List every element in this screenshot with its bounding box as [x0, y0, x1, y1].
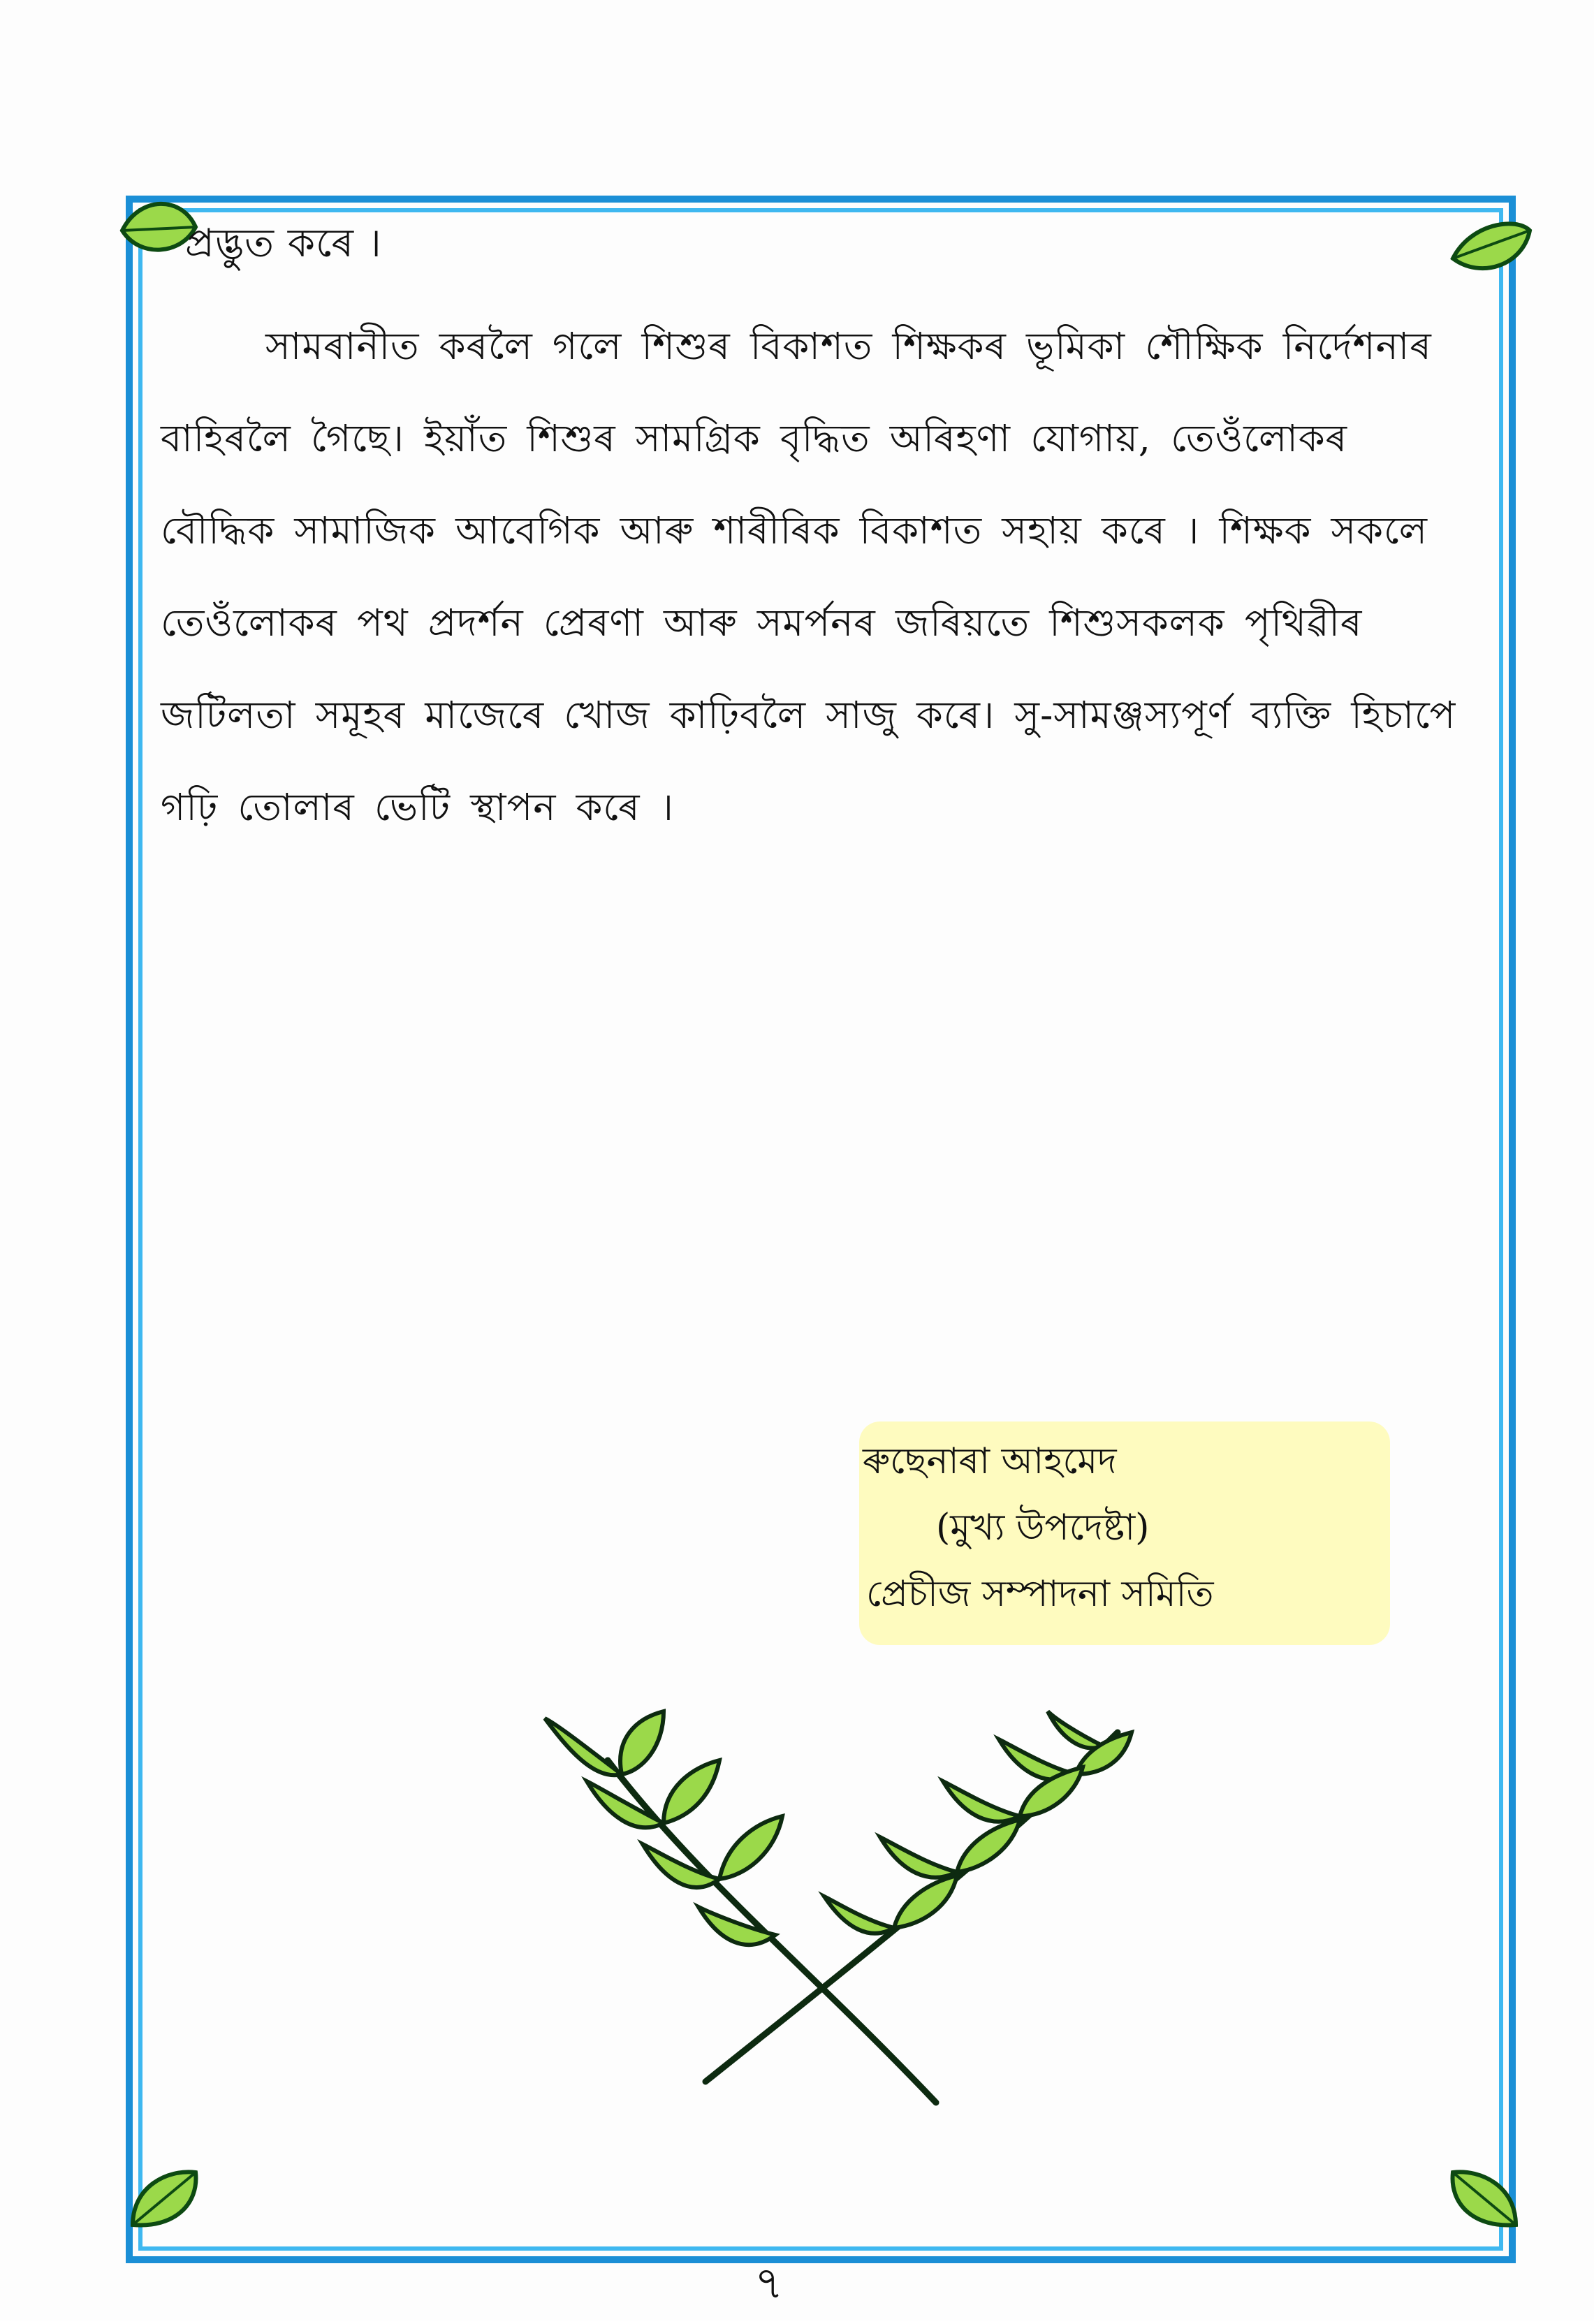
letter-opening: প্ৰদ্ভুত কৰে । [185, 221, 382, 266]
letter-body-text: সামৰানীত কৰলৈ গলে শিশুৰ বিকাশত শিক্ষকৰ ভূমিকা শৌক্ষিক নিৰ্দেশনাৰ বাহিৰলৈ গৈছে। ইয়াঁত শিশুৰ সামগ্ৰিক বৃদ্ধিত অৰিহণা যোগায়, তেওঁলোকৰ বৌদ্ধিক সামাজিক আবেগিক আৰু শাৰীৰিক বিকাশত সহায় কৰে । শিক্ষক সকলে তেওঁলোকৰ পথ প্ৰদৰ্শন প্ৰেৰণা আৰু সমৰ্পনৰ জৰিয়তে শিশুসকলক পৃথিৱীৰ জটিলতা সমূহৰ মাজেৰে খোজ কাঢ়িবলৈ সাজু কৰে। সু-সামঞ্জস্যপূৰ্ণ ব্যক্তি হিচাপে গঢ়ি তোলাৰ ভেটি স্থাপন কৰে । [161, 324, 1456, 829]
leaf-corner-icon [1439, 2158, 1530, 2235]
signature-block [845, 1422, 1446, 1635]
signature-name: ৰুছেনাৰা আহমেদ [863, 1440, 1117, 1482]
signature-role: (মুখ্য উপদেষ্টা) [936, 1507, 1150, 1549]
leaf-corner-icon [119, 2158, 210, 2235]
page-number: ৭ [754, 2258, 784, 2309]
leaf-branch-ornament-icon [517, 1704, 1146, 2124]
signature-committee: প্ৰেচীজ সম্পাদনা সমিতি [866, 1573, 1214, 1615]
leaf-corner-icon [1446, 210, 1537, 286]
letter-body [161, 300, 1474, 854]
